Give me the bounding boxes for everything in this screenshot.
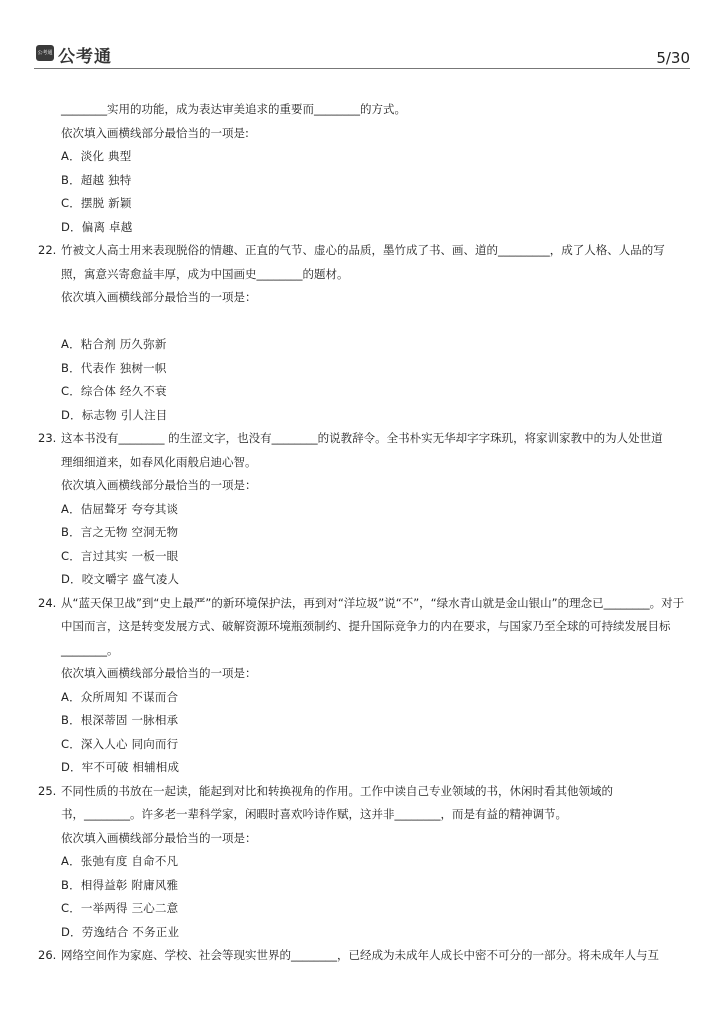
option-a: A．众所周知 不谋而合: [61, 689, 179, 704]
spacer: [0, 310, 724, 334]
option-c: C．深入人心 同向而行: [61, 736, 179, 751]
stem-line: 书，________。许多老一辈科学家，闲暇时喜欢吟诗作赋，这并非________，而是有益的精神调节。: [61, 807, 567, 821]
page-header: [0, 0, 724, 72]
option-b: B．言之无物 空洞无物: [61, 525, 179, 539]
stem-line: 照，寓意兴寄愈益丰厚，成为中国画史________的题材。: [61, 266, 349, 281]
option-a: A．佶屈聱牙 夸夸其谈: [61, 501, 179, 516]
option-b: B．超越 独特: [61, 172, 132, 187]
question-number: 24.: [38, 595, 57, 610]
option-a: A．淡化 典型: [61, 149, 132, 163]
question-22: [0, 239, 724, 427]
stem-line: 竹被文人高士用来表现脱俗的情趣、正直的气节、虚心的品质，墨竹成了书、画、道的_________，成了人格、人品的写: [61, 243, 665, 257]
question-prompt: 依次填入画横线部分最恰当的一项是：: [61, 830, 257, 845]
question-25: [0, 780, 724, 945]
question-number: 23.: [38, 431, 57, 445]
option-a: A．粘合剂 历久弥新: [61, 337, 167, 351]
option-b: B．相得益彰 附庸风雅: [61, 877, 179, 892]
stem-line: 理细细道来，如春风化雨般启迪心智。: [61, 454, 257, 469]
question-stem: [0, 239, 724, 263]
app-name: 公考通: [58, 47, 112, 67]
question-stem: [0, 427, 724, 451]
question-26: [0, 944, 724, 968]
question-stem: [0, 780, 724, 804]
question-prompt: 依次填入画横线部分最恰当的一项是：: [61, 666, 257, 680]
question-23: [0, 427, 724, 592]
question-number: 25.: [38, 783, 57, 798]
option-d: D．劳逸结合 不务正业: [61, 924, 180, 939]
stem-line: 这本书没有________ 的生涩文字，也没有________的说教辞令。全书朴实无华却字字珠玑，将家训家教中的为人处世道: [61, 431, 663, 445]
logo-icon: 公考通: [36, 45, 54, 61]
question-stem: ________实用的功能，成为表达审美追求的重要而________的方式。: [61, 102, 406, 116]
page-number: 5/30: [656, 49, 690, 67]
question-prompt: 依次填入画横线部分最恰当的一项是:: [61, 125, 249, 140]
option-c: C．摆脱 新颖: [61, 196, 132, 210]
document-body: [0, 98, 724, 968]
option-d: D．牢不可破 相辅相成: [61, 760, 180, 774]
question-number: 26.: [38, 948, 57, 962]
option-c: C．一举两得 三心二意: [61, 901, 179, 915]
question-continued: [0, 98, 724, 239]
question-prompt: 依次填入画横线部分最恰当的一项是：: [61, 290, 257, 304]
option-d: D．标志物 引人注目: [61, 407, 168, 422]
option-c: C．综合体 经久不衰: [61, 384, 167, 398]
question-24: [0, 592, 724, 780]
question-prompt: 依次填入画横线部分最恰当的一项是：: [61, 478, 257, 492]
option-c: C．言过其实 一板一眼: [61, 548, 179, 563]
question-number: 22.: [38, 243, 57, 257]
question-stem: [0, 944, 724, 968]
option-b: B．代表作 独树一帜: [61, 360, 167, 375]
stem-line: 中国而言，这是转变发展方式、破解资源环境瓶颈制约、提升国际竞争力的内在要求，与国家乃至全球的可持续发展目标: [61, 619, 671, 633]
stem-line: 从“蓝天保卫战”到“史上最严”的新环境保护法，再到对“洋垃圾”说“不”，“绿水青山就是金山银山”的理念已________。对于: [61, 595, 685, 610]
stem-line: ________。: [61, 642, 119, 657]
option-d: D．偏离 卓越: [61, 219, 133, 234]
option-b: B．根深蒂固 一脉相承: [61, 713, 179, 727]
question-stem: [0, 592, 724, 616]
option-a: A．张弛有度 自命不凡: [61, 854, 179, 868]
stem-line: 网络空间作为家庭、学校、社会等现实世界的________，已经成为未成年人成长中密不可分的一部分。将未成年人与互: [61, 948, 659, 962]
option-d: D．咬文嚼字 盛气凌人: [61, 572, 180, 586]
header-divider: [34, 68, 690, 69]
stem-line: 不同性质的书放在一起读，能起到对比和转换视角的作用。工作中读自己专业领域的书，休闲时看其他领域的: [61, 783, 613, 798]
